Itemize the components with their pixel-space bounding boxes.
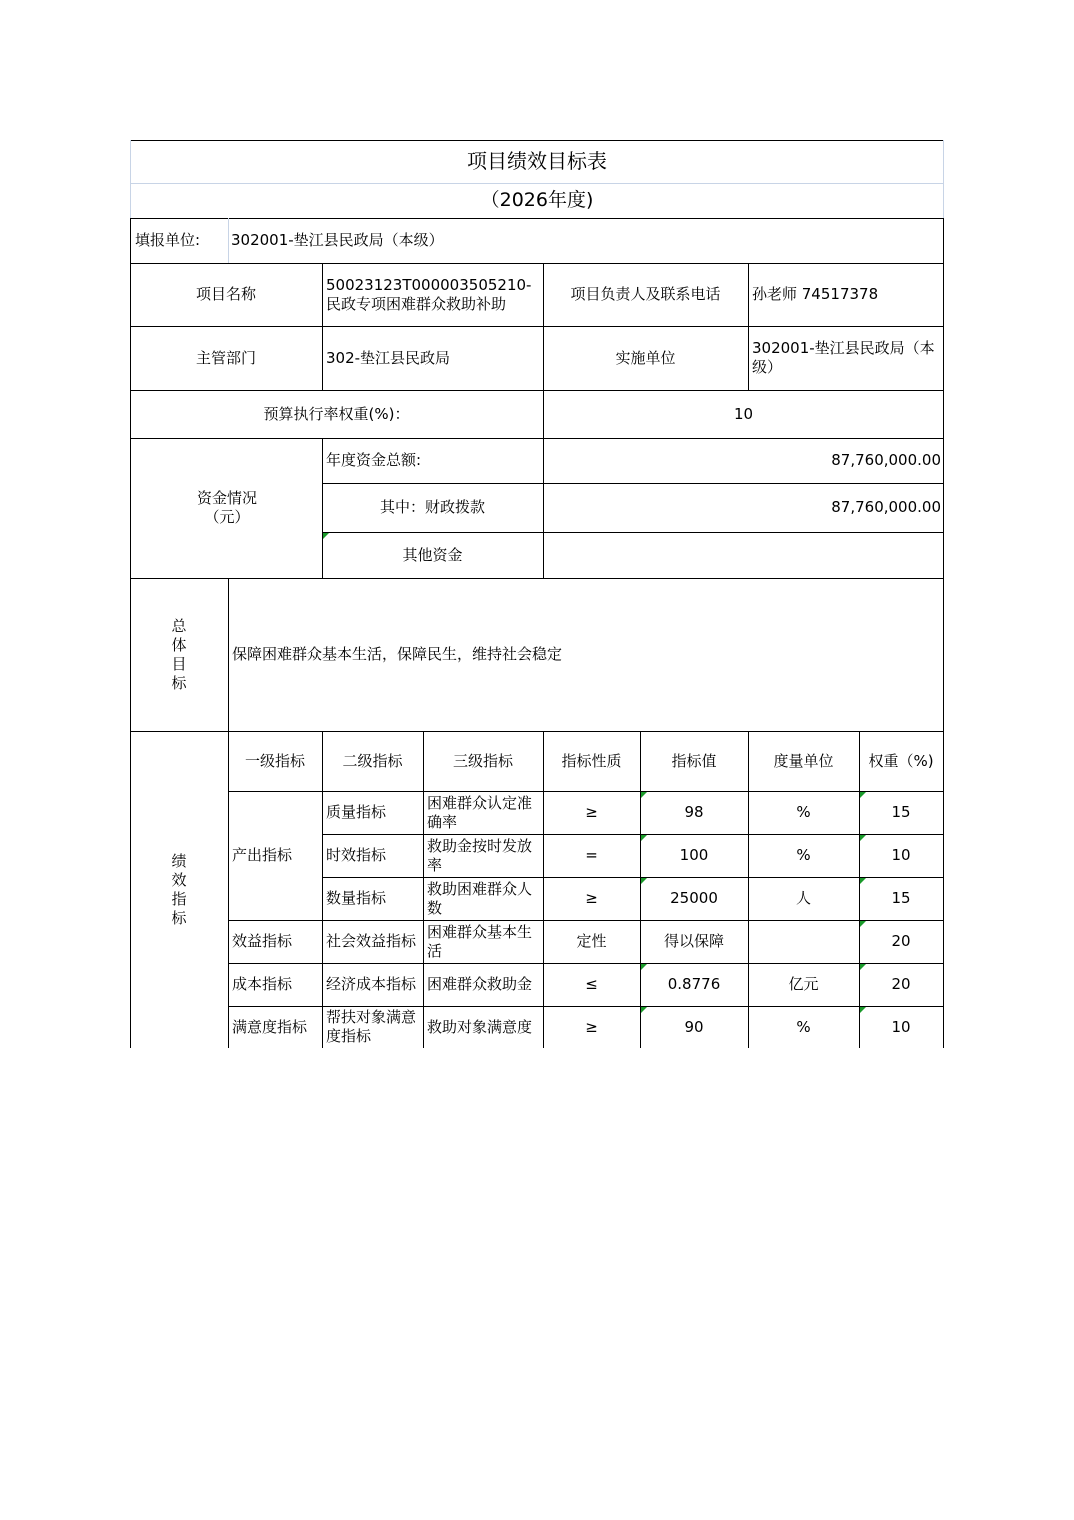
perf-row-unit: % bbox=[796, 846, 811, 864]
perf-row-l3: 困难群众认定准确率 bbox=[427, 793, 533, 831]
perf-label bbox=[130, 731, 228, 1048]
perf-row-nature: 定性 bbox=[576, 932, 607, 950]
dept-value: 302-垫江县民政局 bbox=[326, 348, 451, 367]
perf-label-char: 效 bbox=[171, 870, 187, 889]
goal-label-char: 体 bbox=[171, 635, 187, 654]
perf-row-value: 98 bbox=[684, 803, 704, 821]
perf-header-nature: 指标性质 bbox=[561, 751, 622, 770]
sheet-title: 项目绩效目标表 bbox=[467, 149, 607, 173]
perf-label-char: 绩 bbox=[171, 851, 187, 870]
perf-row-l2: 时效指标 bbox=[326, 846, 387, 864]
perf-group-satisfaction: 满意度指标 bbox=[232, 1017, 308, 1036]
perf-header-l2: 二级指标 bbox=[342, 751, 403, 770]
perf-row-value: 25000 bbox=[670, 889, 718, 907]
perf-label-char: 标 bbox=[171, 908, 187, 927]
perf-row-weight: 10 bbox=[891, 846, 911, 864]
perf-row-weight: 15 bbox=[891, 889, 911, 907]
perf-row-l3: 救助对象满意度 bbox=[427, 1017, 533, 1036]
impl-value: 302001-垫江县民政局（本级） bbox=[752, 339, 935, 376]
perf-row-unit: 亿元 bbox=[788, 975, 819, 993]
perf-row-l3: 救助金按时发放率 bbox=[427, 836, 533, 874]
perf-row-l2: 社会效益指标 bbox=[326, 932, 417, 950]
leader-value: 孙老师 74517378 bbox=[752, 285, 879, 303]
perf-row-nature: = bbox=[585, 846, 598, 864]
perf-row-unit: % bbox=[796, 1017, 811, 1036]
goal-label-char: 标 bbox=[171, 673, 187, 692]
perf-row-weight: 20 bbox=[891, 932, 911, 950]
project-name-label: 项目名称 bbox=[195, 285, 256, 303]
funds-total-value: 87,760,000.00 bbox=[831, 451, 941, 469]
perf-row-value: 得以保障 bbox=[663, 932, 724, 950]
goal-label-char: 总 bbox=[171, 616, 187, 635]
perf-row-l3: 困难群众基本生活 bbox=[427, 922, 533, 960]
perf-row-value: 100 bbox=[679, 846, 709, 864]
funds-other-value bbox=[543, 532, 943, 578]
unit-label: 填报单位: bbox=[135, 231, 201, 249]
perf-header-weight: 权重（%) bbox=[868, 751, 934, 770]
perf-label-char: 指 bbox=[171, 889, 187, 908]
perf-row-weight: 10 bbox=[891, 1017, 911, 1036]
perf-row-nature: ≤ bbox=[585, 975, 598, 993]
perf-header-unit: 度量单位 bbox=[773, 751, 834, 770]
perf-row-nature: ≥ bbox=[585, 889, 598, 907]
perf-row-l2: 经济成本指标 bbox=[326, 975, 417, 993]
dept-label: 主管部门 bbox=[195, 348, 256, 367]
perf-row-nature: ≥ bbox=[585, 1017, 598, 1036]
perf-row-unit: % bbox=[796, 803, 811, 821]
perf-row-weight: 15 bbox=[891, 803, 911, 821]
goal-label-char: 目 bbox=[171, 654, 187, 673]
leader-label: 项目负责人及联系电话 bbox=[570, 285, 721, 303]
performance-target-sheet bbox=[130, 140, 944, 1048]
budget-weight-label: 预算执行率权重(%)： bbox=[263, 404, 410, 423]
unit-value: 302001-垫江县民政局（本级） bbox=[231, 231, 444, 249]
funds-fiscal-value: 87,760,000.00 bbox=[831, 498, 941, 516]
perf-row-unit: 人 bbox=[795, 889, 811, 907]
perf-group-benefit: 效益指标 bbox=[232, 932, 293, 950]
budget-weight-value: 10 bbox=[733, 404, 754, 423]
perf-row-l2: 帮扶对象满意度指标 bbox=[326, 1008, 417, 1045]
perf-row-l2: 数量指标 bbox=[326, 889, 387, 907]
perf-row-nature: ≥ bbox=[585, 803, 598, 821]
sheet-year: （2026年度) bbox=[480, 189, 594, 211]
perf-row-l3: 困难群众救助金 bbox=[427, 975, 533, 993]
perf-header-l3: 三级指标 bbox=[452, 751, 513, 770]
perf-row-value: 0.8776 bbox=[667, 975, 721, 993]
funds-fiscal-label: 其中：财政拨款 bbox=[379, 498, 485, 516]
funds-other-label: 其他资金 bbox=[402, 545, 463, 564]
impl-label: 实施单位 bbox=[615, 348, 676, 367]
perf-group-output: 产出指标 bbox=[232, 846, 293, 864]
perf-row-unit bbox=[748, 920, 859, 963]
project-name-value: 50023123T000003505210-民政专项困难群众救助补助 bbox=[326, 275, 532, 313]
perf-row-l2: 质量指标 bbox=[326, 803, 387, 821]
perf-row-l3: 救助困难群众人数 bbox=[427, 879, 533, 917]
perf-header-value: 指标值 bbox=[671, 751, 717, 770]
perf-row-weight: 20 bbox=[891, 975, 911, 993]
goal-label bbox=[130, 578, 228, 731]
goal-value: 保障困难群众基本生活，保障民生，维持社会稳定 bbox=[232, 645, 563, 663]
perf-row-value: 90 bbox=[684, 1017, 704, 1036]
perf-group-cost: 成本指标 bbox=[232, 975, 293, 993]
funds-total-label: 年度资金总额: bbox=[326, 451, 422, 469]
funds-label: 资金情况（元） bbox=[196, 489, 257, 526]
perf-header-l1: 一级指标 bbox=[244, 751, 305, 770]
